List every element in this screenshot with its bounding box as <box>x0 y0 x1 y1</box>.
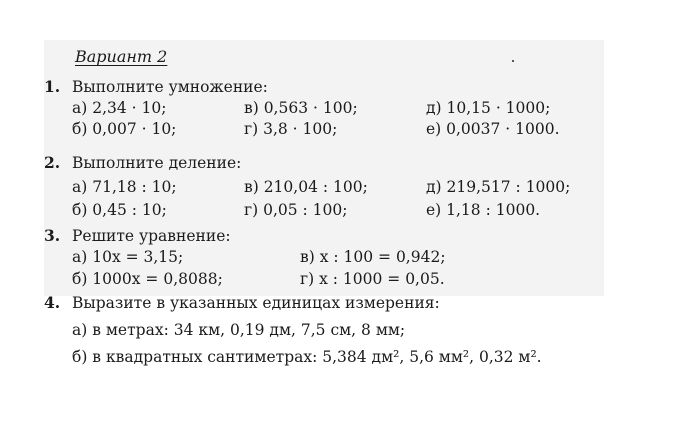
task-3-item-g: г) x : 1000 = 0,05. <box>300 270 445 288</box>
task-4-number: 4. <box>44 293 61 312</box>
task-2-item-a: а) 71,18 : 10; <box>72 178 177 196</box>
task-3-number: 3. <box>44 226 61 245</box>
task-3-item-b: б) 1000x = 0,8088; <box>72 270 223 288</box>
task-2-item-v: в) 210,04 : 100; <box>244 178 368 196</box>
task-4-item-b: б) в квадратных сантиметрах: 5,384 дм², 5,6 мм², 0,32 м². <box>72 348 542 366</box>
variant-title: Вариант 2 <box>75 47 168 66</box>
task-2-item-b: б) 0,45 : 10; <box>72 201 167 219</box>
task-1-item-d: д) 10,15 · 1000; <box>426 99 551 117</box>
task-1-item-b: б) 0,007 · 10; <box>72 120 177 138</box>
task-2-title: Выполните деление: <box>72 154 242 172</box>
task-3-title: Решите уравнение: <box>72 227 231 245</box>
task-3-item-a: а) 10x = 3,15; <box>72 248 184 266</box>
task-2-item-g: г) 0,05 : 100; <box>244 201 348 219</box>
task-1-item-a: а) 2,34 · 10; <box>72 99 167 117</box>
task-4-item-a: а) в метрах: 34 км, 0,19 дм, 7,5 см, 8 мм; <box>72 321 406 339</box>
task-1-item-e: е) 0,0037 · 1000. <box>426 120 560 138</box>
task-1-item-v: в) 0,563 · 100; <box>244 99 358 117</box>
task-1-item-g: г) 3,8 · 100; <box>244 120 338 138</box>
task-3-item-v: в) x : 100 = 0,942; <box>300 248 446 266</box>
task-2-item-e: е) 1,18 : 1000. <box>426 201 541 219</box>
task-2-item-d: д) 219,517 : 1000; <box>426 178 571 196</box>
task-1-number: 1. <box>44 77 61 96</box>
scan-speck <box>512 60 514 62</box>
task-2-number: 2. <box>44 153 61 172</box>
task-1-title: Выполните умножение: <box>72 78 268 96</box>
task-4-title: Выразите в указанных единицах измерения: <box>72 294 440 312</box>
